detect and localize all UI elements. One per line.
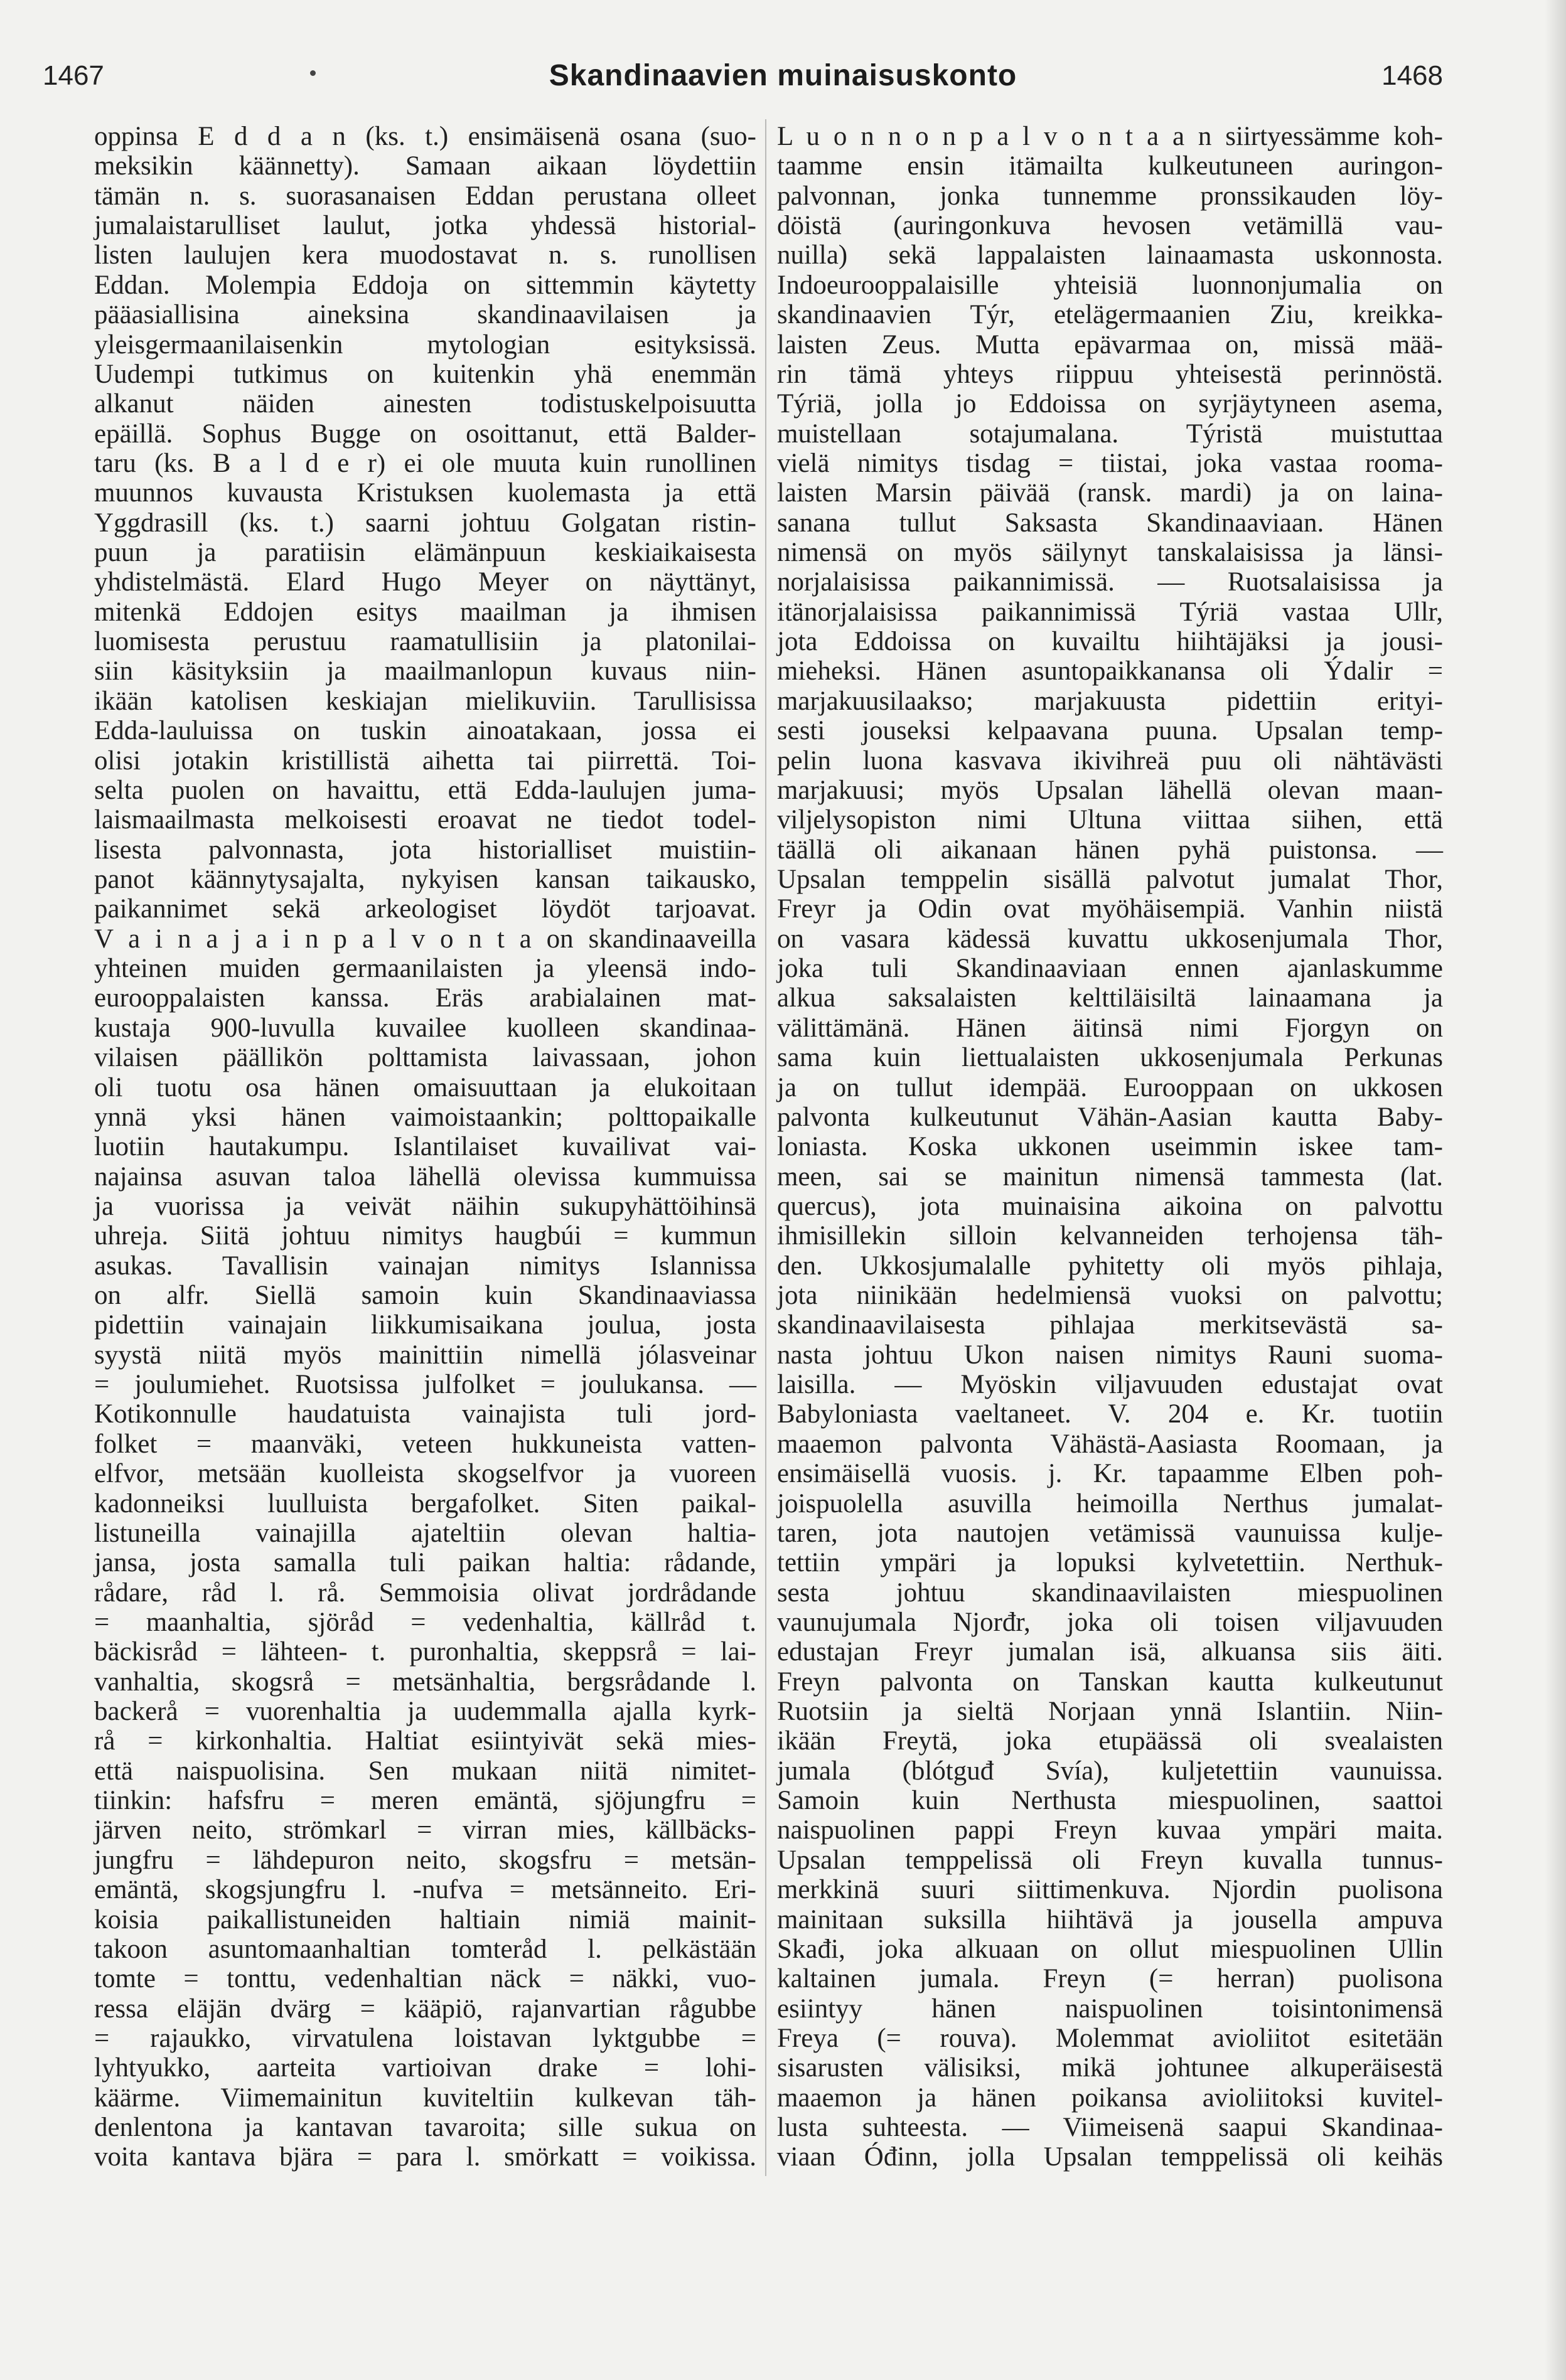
right-column-line: L u o n n o n p a l v o n t a a n siirtyessämme koh- [777, 122, 1443, 151]
left-column-line: jansa, josta samalla tuli paikan haltia: rådande, [94, 1548, 756, 1578]
right-column-line: Samoin kuin Nerthusta miespuolinen, saattoi [777, 1786, 1443, 1816]
left-column-line: lisesta palvonnasta, jota historialliset muistiin- [94, 835, 756, 865]
right-column-line: marjakuusi; myös Upsalan lähellä olevan maan- [777, 775, 1443, 805]
page-number-right: 1468 [1381, 60, 1443, 91]
left-column-line: ressa eläjän dvärg = kääpiö, rajanvartian rågubbe [94, 1993, 756, 2024]
left-column-line: jungfru = lähdepuron neito, skogsfru = metsän- [94, 1845, 756, 1875]
left-column-line: listen laulujen kera muodostavat n. s. runollisen [94, 240, 756, 270]
left-column-line: syystä niitä myös mainittiin nimellä jólasveinar [94, 1340, 756, 1370]
right-column-line: Týriä, jolla jo Eddoissa on syrjäytyneen asema, [777, 389, 1443, 419]
right-column-line: muistellaan sotajumalana. Týristä muistuttaa [777, 419, 1443, 449]
right-column-line: quercus), jota muinaisina aikoina on palvottu [777, 1191, 1443, 1221]
left-column-line: V a i n a j a i n p a l v o n t a on skandinaaveilla [94, 924, 756, 954]
right-column-line: itänorjalaisissa paikannimissä Týriä vastaa Ullr, [777, 597, 1443, 627]
right-column-line: marjakuusilaakso; marjakuusta pidettiin erityi- [777, 686, 1443, 716]
left-column-line: vanhaltia, skogsrå = metsänhaltia, bergsrådande l. [94, 1667, 756, 1697]
right-column-line: ja on tullut idempää. Eurooppaan on ukkosen [777, 1072, 1443, 1102]
right-column-line: tettiin ympäri ja lopuksi kylvetettiin. Nerthuk- [777, 1548, 1443, 1578]
right-column-line: merkkinä suuri siittimenkuva. Njordin puolisona [777, 1875, 1443, 1905]
left-column-line: rådare, råd l. rå. Semmoisia olivat jordrådande [94, 1577, 756, 1608]
left-column-line: ynnä yksi hänen vaimoistaankin; polttopaikalle [94, 1102, 756, 1132]
left-column-line: käärme. Viimemainitun kuviteltiin kulkevan täh- [94, 2083, 756, 2113]
right-column-line: kaltainen jumala. Freyn (= herran) puolisona [777, 1964, 1443, 1994]
left-column-line: selta puolen on havaittu, että Edda-laulujen juma- [94, 775, 756, 805]
left-column-line: = rajaukko, virvatulena loistavan lyktgubbe = [94, 2024, 756, 2053]
left-column-line: alkanut näiden ainesten todistuskelpoisuutta [94, 389, 756, 419]
right-column-line: maaemon ja hänen poikansa avioliitoksi kuvitel- [777, 2083, 1443, 2113]
right-column-line: Indoeurooppalaisille yhteisiä luonnonjumalia on [777, 270, 1443, 300]
right-column-line: viaan Óđinn, jolla Upsalan temppelissä oli keihäs [777, 2142, 1443, 2172]
right-column-line: sesta johtuu skandinaavilaisten miespuolinen [777, 1577, 1443, 1608]
left-column-line: järven neito, strömkarl = virran mies, källbäcks- [94, 1815, 756, 1845]
left-column-line: oli tuotu osa hänen omaisuuttaan ja elukoitaan [94, 1072, 756, 1102]
right-column-line: mieheksi. Hänen asuntopaikkanansa oli Ýdalir = [777, 656, 1443, 686]
right-column-line: edustajan Freyr jumalan isä, alkuansa siis äiti. [777, 1637, 1443, 1667]
left-column-line: ikään katolisen keskiajan mielikuviin. Tarullisissa [94, 686, 756, 716]
left-column-line: vilaisen päällikön polttamista laivassaan, johon [94, 1043, 756, 1073]
right-column-line: laisten Zeus. Mutta epävarmaa on, missä mää- [777, 329, 1443, 360]
right-column-line: norjalaisissa paikannimissä. — Ruotsalaisissa ja [777, 567, 1443, 597]
right-column-line: lusta suhteesta. — Viimeisenä saapui Skandinaa- [777, 2113, 1443, 2143]
right-column-line: skandinaavilaisesta pihlajaa merkitsevästä sa- [777, 1310, 1443, 1340]
right-column-line: nimensä on myös säilynyt tanskalaisissa ja länsi- [777, 538, 1443, 568]
right-column-line: skandinaavien Týr, etelägermaanien Ziu, kreikka- [777, 300, 1443, 330]
right-column [777, 122, 1443, 2172]
right-column-line: loniasta. Koska ukkonen useimmin iskee tam- [777, 1132, 1443, 1162]
left-column-line: oppinsa E d d a n (ks. t.) ensimäisenä osana (suo- [94, 122, 756, 151]
right-column-line: nuilla) sekä lappalaisten lainaamasta uskonnosta. [777, 240, 1443, 270]
right-column-line: Upsalan temppelissä oli Freyn kuvalla tunnus- [777, 1845, 1443, 1875]
left-column-line: elfvor, metsään kuolleista skogselfvor ja vuoreen [94, 1459, 756, 1489]
right-column-line: laisten Marsin päivää (ransk. mardi) ja on laina- [777, 478, 1443, 508]
column-divider [765, 119, 766, 2176]
right-column-line: ihmisillekin silloin kelvanneiden terhojensa täh- [777, 1221, 1443, 1251]
left-column-line: että naispuolisina. Sen mukaan niitä nimitet- [94, 1756, 756, 1786]
right-column-line: ensimäisellä vuosis. j. Kr. tapaamme Elben poh- [777, 1459, 1443, 1489]
left-column-line: denlentona ja kantavan tavaroita; sille sukua on [94, 2113, 756, 2143]
right-column-line: Ruotsiin ja sieltä Norjaan ynnä Islantiin. Niin- [777, 1697, 1443, 1727]
left-column-line: rå = kirkonhaltia. Haltiat esiintyivät sekä mies- [94, 1726, 756, 1756]
right-column-line: sesti jouseksi kelpaavana puuna. Upsalan temp- [777, 716, 1443, 746]
left-column-line: = joulumiehet. Ruotsissa julfolket = joulukansa. — [94, 1370, 756, 1400]
left-column-line: tiinkin: hafsfru = meren emäntä, sjöjungfru = [94, 1786, 756, 1816]
left-column-line: muunnos kuvausta Kristuksen kuolemasta ja että [94, 478, 756, 508]
left-column-line: puun ja paratiisin elämänpuun keskiaikaisesta [94, 538, 756, 568]
right-column-line: Freyn palvonta on Tanskan kautta kulkeutunut [777, 1667, 1443, 1697]
right-column-line: Freya (= rouva). Molemmat avioliitot esitetään [777, 2024, 1443, 2053]
left-column-line: epäillä. Sophus Bugge on osoittanut, että Balder- [94, 419, 756, 449]
right-column-line: vielä nimitys tisdag = tiistai, joka vastaa rooma- [777, 448, 1443, 478]
right-column-line: joka tuli Skandinaaviaan ennen ajanlaskumme [777, 954, 1443, 984]
left-column-line: tämän n. s. suorasanaisen Eddan perustana olleet [94, 181, 756, 211]
left-column-line: on alfr. Siellä samoin kuin Skandinaaviassa [94, 1281, 756, 1311]
left-column-line: Edda-lauluissa on tuskin ainoatakaan, jossa ei [94, 716, 756, 746]
left-column-line: luotiin hautakumpu. Islantilaiset kuvailivat vai- [94, 1132, 756, 1162]
right-column-line: esiintyy hänen naispuolinen toisintonimensä [777, 1993, 1443, 2024]
left-column-line: yhdistelmästä. Elard Hugo Meyer on näyttänyt, [94, 567, 756, 597]
right-column-line: mainitaan suksilla hiihtävä ja jousella ampuva [777, 1904, 1443, 1934]
right-column-line: jota niinikään hedelmiensä vuoksi on palvottu; [777, 1281, 1443, 1311]
right-column-line: välittämänä. Hänen äitinsä nimi Fjorgyn on [777, 1013, 1443, 1043]
right-column-line: sanana tullut Saksasta Skandinaaviaan. Hänen [777, 508, 1443, 538]
scan-edge-shadow [1545, 0, 1566, 2380]
right-column-line: Babyloniasta vaeltaneet. V. 204 e. Kr. tuotiin [777, 1399, 1443, 1429]
left-column-line: listuneilla vainajilla ajateltiin olevan haltia- [94, 1518, 756, 1548]
running-head-title: Skandinaavien muinaisuskonto [549, 59, 1017, 92]
left-column-line: luomisesta perustuu raamatullisiin ja platonilai- [94, 627, 756, 657]
left-column-line: folket = maanväki, veteen hukkuneista vatten- [94, 1429, 756, 1459]
right-column-line: jota Eddoissa on kuvailtu hiihtäjäksi ja jousi- [777, 627, 1443, 657]
left-column-line: backerå = vuorenhaltia ja uudemmalla ajalla kyrk- [94, 1697, 756, 1727]
right-column-line: sisarusten välisiksi, mikä johtunee alkuperäisestä [777, 2053, 1443, 2083]
right-column-line: vaunujumala Njorđr, joka oli toisen viljavuuden [777, 1607, 1443, 1637]
left-column-line: pääasiallisina aineksina skandinaavilaisen ja [94, 300, 756, 330]
left-column-line: laismaailmasta melkoisesti eroavat ne tiedot todel- [94, 805, 756, 835]
left-column-line: Eddan. Molempia Eddoja on sittemmin käytetty [94, 270, 756, 300]
right-column-line: Freyr ja Odin ovat myöhäisempiä. Vanhin niistä [777, 894, 1443, 924]
right-column-line: jumala (blótguđ Svía), kuljetettiin vaunuissa. [777, 1756, 1443, 1786]
right-column-line: naispuolinen pappi Freyn kuvaa ympäri maita. [777, 1815, 1443, 1845]
left-column-line: taru (ks. B a l d e r) ei ole muuta kuin runollinen [94, 448, 756, 478]
right-column-line: maaemon palvonta Vähästä-Aasiasta Roomaan, ja [777, 1429, 1443, 1459]
left-column-line: mitenkä Eddojen esitys maailman ja ihmisen [94, 597, 756, 627]
left-column-line: asukas. Tavallisin vainajan nimitys Islannissa [94, 1251, 756, 1281]
right-column-line: palvonnan, jonka tunnemme pronssikauden löy- [777, 181, 1443, 211]
right-column-line: pelin luona kasvava ikivihreä puu oli nähtävästi [777, 745, 1443, 776]
right-column-line: taren, jota nautojen vetämissä vaunuissa kulje- [777, 1518, 1443, 1548]
left-column-line: = maanhaltia, sjöråd = vedenhaltia, källråd t. [94, 1607, 756, 1637]
right-column-line: alkua saksalaisten kelttiläisiltä lainaamana ja [777, 983, 1443, 1013]
right-column-line: täällä oli aikanaan hänen pyhä puistonsa. — [777, 835, 1443, 865]
left-column-line: eurooppalaisten kanssa. Eräs arabialainen mat- [94, 983, 756, 1013]
right-column-line: den. Ukkosjumalalle pyhitetty oli myös pihlaja, [777, 1251, 1443, 1281]
left-column-line: koisia paikallistuneiden haltiain nimiä mainit- [94, 1904, 756, 1934]
left-column-line: yleisgermaanilaisenkin mytologian esityksissä. [94, 329, 756, 360]
right-column-line: meen, sai se mainitun nimensä tammesta (lat. [777, 1161, 1443, 1192]
right-column-line: rin tämä yhteys riippuu yhteisestä perinnöstä. [777, 359, 1443, 389]
left-column-line: pidettiin vainajain liikkumisaikana joulua, josta [94, 1310, 756, 1340]
right-column-line: on vasara kädessä kuvattu ukkosenjumala Thor, [777, 924, 1443, 954]
right-column-line: taamme ensin itämailta kulkeutuneen auringon- [777, 151, 1443, 181]
left-column [94, 122, 756, 2172]
left-column-line: Uudempi tutkimus on kuitenkin yhä enemmän [94, 359, 756, 389]
right-column-line: döistä (auringonkuva hevosen vetämillä vau- [777, 211, 1443, 241]
left-column-line: takoon asuntomaanhaltian tomteråd l. pelkästään [94, 1934, 756, 1964]
right-column-line: Skađi, joka alkuaan on ollut miespuolinen Ullin [777, 1934, 1443, 1964]
left-column-line: jumalaistarulliset laulut, jotka yhdessä historial- [94, 211, 756, 241]
left-column-line: Kotikonnulle haudatuista vainajista tuli jord- [94, 1399, 756, 1429]
left-column-line: emäntä, skogsjungfru l. -nufva = metsänneito. Eri- [94, 1875, 756, 1905]
left-column-line: olisi jotakin kristillistä aihetta tai piirrettä. Toi- [94, 745, 756, 776]
left-column-line: bäckisråd = lähteen- t. puronhaltia, skeppsrå = lai- [94, 1637, 756, 1667]
left-column-line: Yggdrasill (ks. t.) saarni johtuu Golgatan ristin- [94, 508, 756, 538]
left-column-line: voita kantava bjära = para l. smörkatt = voikissa. [94, 2142, 756, 2172]
left-column-line: kadonneiksi luulluista bergafolket. Siten paikal- [94, 1488, 756, 1518]
left-column-line: tomte = tonttu, vedenhaltian näck = näkki, vuo- [94, 1964, 756, 1994]
right-column-line: palvonta kulkeutunut Vähän-Aasian kautta Baby- [777, 1102, 1443, 1132]
right-column-line: ikään Freytä, joka etupäässä oli svealaisten [777, 1726, 1443, 1756]
left-column-line: panot käännytysajalta, nykyisen kansan taikausko, [94, 864, 756, 894]
right-column-line: nasta johtuu Ukon naisen nimitys Rauni suoma- [777, 1340, 1443, 1370]
page-number-left: 1467 [43, 60, 104, 91]
right-column-line: laisilla. — Myöskin viljavuuden edustajat ovat [777, 1370, 1443, 1400]
right-column-line: Upsalan temppelin sisällä palvotut jumalat Thor, [777, 864, 1443, 894]
left-column-line: ja vuorissa ja veivät näihin sukupyhättöihinsä [94, 1191, 756, 1221]
left-column-line: kustaja 900-luvulla kuvailee kuolleen skandinaa- [94, 1013, 756, 1043]
right-column-line: joispuolella asuvilla heimoilla Nerthus jumalat- [777, 1488, 1443, 1518]
right-column-line: sama kuin liettualaisten ukkosenjumala Perkunas [777, 1043, 1443, 1073]
right-column-line: viljelysopiston nimi Ultuna viittaa siihen, että [777, 805, 1443, 835]
left-column-line: najainsa asuvan taloa lähellä olevissa kummuissa [94, 1161, 756, 1192]
left-column-line: paikannimet sekä arkeologiset löydöt tarjoavat. [94, 894, 756, 924]
left-column-line: lyhtyukko, aarteita vartioivan drake = lohi- [94, 2053, 756, 2083]
left-column-line: siin käsityksiin ja maailmanlopun kuvaus niin- [94, 656, 756, 686]
left-column-line: meksikin käännetty). Samaan aikaan löydettiin [94, 151, 756, 181]
left-column-line: uhreja. Siitä johtuu nimitys haugbúi = kummun [94, 1221, 756, 1251]
left-column-line: yhteinen muiden germaanilaisten ja yleensä indo- [94, 954, 756, 984]
